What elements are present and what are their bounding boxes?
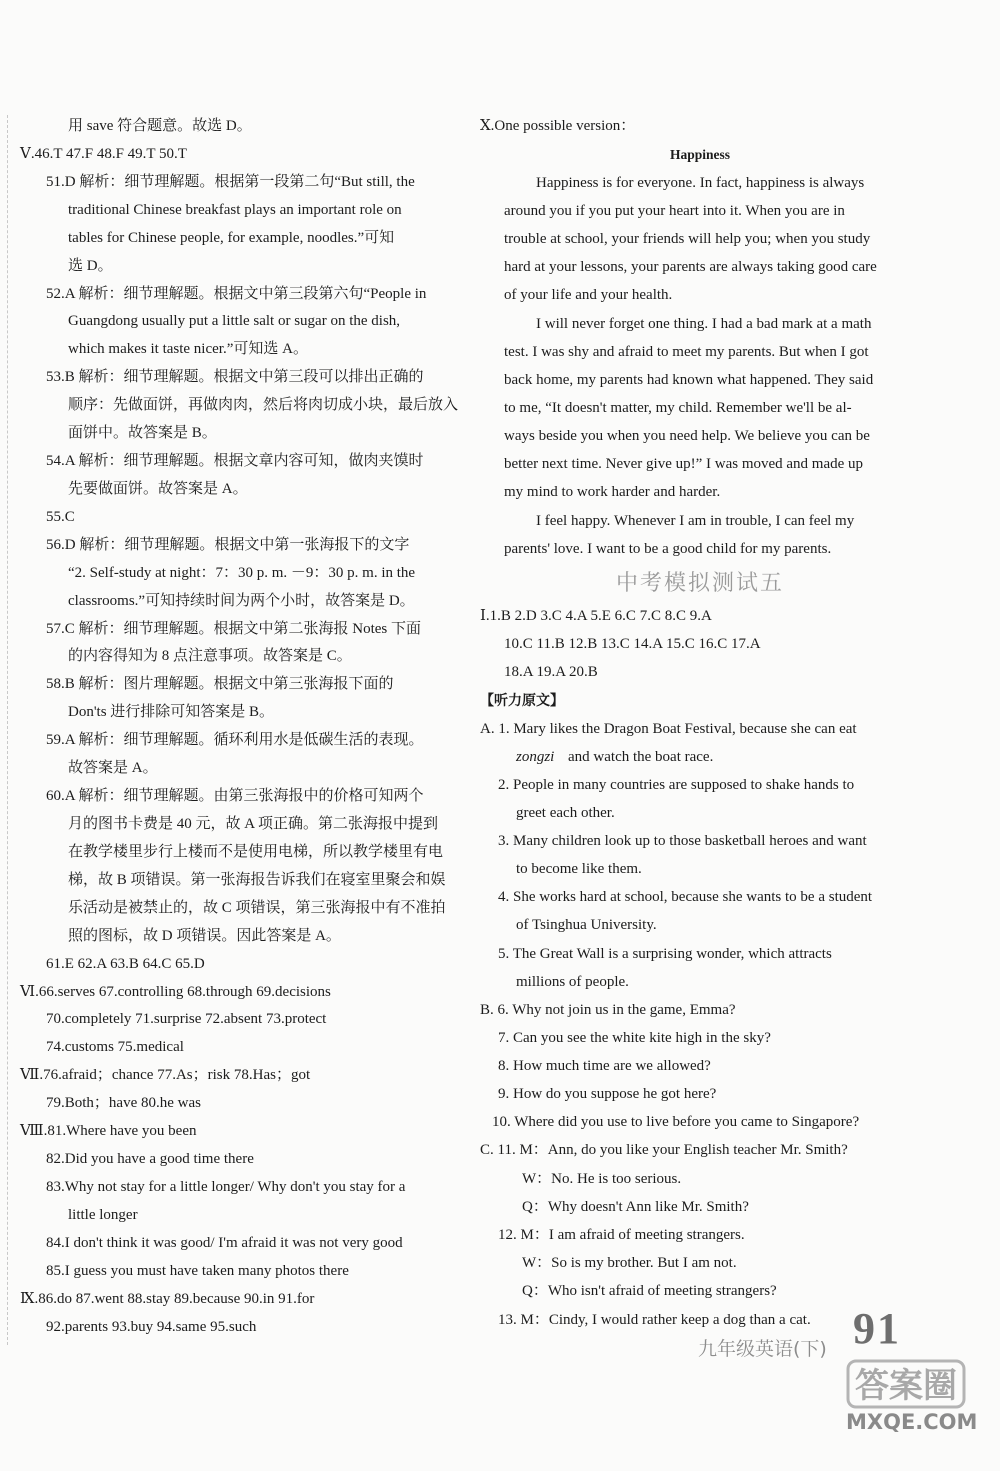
text-line: 18.A 19.A 20.B [504, 664, 598, 680]
text-line: my mind to work harder and harder. [504, 484, 721, 500]
answer-line: 52.A 解析：细节理解题。根据文中第三段第六句“People in [46, 285, 427, 302]
watermark-text: MXQE.COM [846, 1410, 978, 1434]
answer-line: tables for Chinese people, for example, noodles.”可知 [68, 229, 395, 246]
text-line: 7. Can you see the white kite high in the sky? [498, 1030, 771, 1046]
answer-line: Don'ts 进行排除可知答案是 B。 [68, 704, 275, 721]
text-line: to me, “It doesn't matter, my child. Remember we'll be al- [504, 400, 852, 416]
text-line: 10. Where did you use to live before you came to Singapore? [492, 1114, 860, 1130]
answer-line: Ⅷ.81.Where have you been [20, 1123, 197, 1140]
essay-title: Happiness [669, 147, 731, 162]
text-line: 3. Many children look up to those basketball heroes and want [498, 833, 867, 849]
text-line: of your life and your health. [504, 287, 673, 303]
text-line: parents' love. I want to be a good child for my parents. [504, 541, 832, 557]
answer-line: 54.A 解析：细节理解题。根据文章内容可知，做肉夹馍时 [46, 453, 424, 470]
text-line: millions of people. [516, 974, 629, 990]
answer-line: 梯，故 B 项错误。第一张海报告诉我们在寝室里聚会和娱 [68, 871, 446, 888]
answer-line: 61.E 62.A 63.B 64.C 65.D [46, 955, 205, 972]
answer-line: Ⅶ.76.afraid；chance 77.As；risk 78.Has；got [20, 1067, 311, 1084]
text-line: C. 11. M：Ann, do you like your English teacher Mr. Smith? [480, 1142, 848, 1158]
answer-line: classrooms.”可知持续时间为两个小时，故答案是 D。 [68, 592, 415, 609]
text-line: W：So is my brother. But I am not. [522, 1255, 737, 1271]
left-margin-rule [7, 115, 8, 1345]
answer-line: 84.I don't think it was good/ I'm afraid it was not very good [46, 1234, 403, 1251]
svg-text:答案圈: 答案圈 [855, 1366, 957, 1406]
answer-line: 82.Did you have a good time there [46, 1151, 254, 1168]
answer-line: Ⅵ.66.serves 67.controlling 68.through 69.decisions [20, 983, 331, 1000]
text-line: 13. M：Cindy, I would rather keep a dog than a cat. [498, 1312, 811, 1328]
text-line: 2. People in many countries are supposed to shake hands to [498, 777, 855, 793]
text-line: and watch the boat race. [568, 749, 714, 765]
answer-line: 面饼中。故答案是 B。 [68, 425, 217, 442]
answer-line: Ⅸ.86.do 87.went 88.stay 89.because 90.in 91.for [20, 1290, 315, 1307]
answer-line: traditional Chinese breakfast plays an important role on [68, 201, 402, 218]
text-line: B. 6. Why not join us in the game, Emma? [480, 1002, 736, 1018]
text-line: A. 1. Mary likes the Dragon Boat Festival, because she can eat [480, 721, 857, 737]
answer-line: 55.C [46, 508, 75, 525]
text-line: trouble at school, your friends will help you; when you study [504, 231, 871, 247]
answer-line: 顺序：先做面饼，再做肉肉，然后将肉切成小块，最后放入 [68, 397, 459, 414]
answer-line: 在教学楼里步行上楼而不是使用电梯，所以教学楼里有电 [68, 843, 444, 860]
answer-line: 的内容得知为 8 点注意事项。故答案是 C。 [68, 648, 352, 665]
text-line: Ⅰ.1.B 2.D 3.C 4.A 5.E 6.C 7.C 8.C 9.A [480, 608, 712, 624]
answer-line: 70.completely 71.surprise 72.absent 73.protect [46, 1011, 327, 1028]
text-line: to become like them. [516, 861, 642, 877]
answer-line: 74.customs 75.medical [46, 1039, 184, 1056]
answer-line: 先要做面饼。故答案是 A。 [68, 480, 248, 497]
subject-label: 九年级英语(下) [698, 1338, 827, 1360]
text-line: test. I was shy and afraid to meet my parents. But when I got [504, 344, 869, 360]
text-line: Ⅹ.One possible version： [480, 118, 636, 134]
answer-line: “2. Self-study at night：7：30 p. m. －9：30 p. m. in the [68, 564, 416, 581]
text-line: greet each other. [516, 805, 615, 821]
listening-header: 【听力原文】 [480, 693, 564, 709]
answer-line: 92.parents 93.buy 94.same 95.such [46, 1318, 257, 1335]
answer-line: 故答案是 A。 [68, 760, 158, 777]
answer-line: 59.A 解析：细节理解题。循环利用水是低碳生活的表现。 [46, 732, 424, 749]
text-line: 5. The Great Wall is a surprising wonder, which attracts [498, 946, 832, 962]
watermark-logo-icon [846, 1355, 966, 1413]
answer-line: little longer [68, 1206, 138, 1223]
answer-line: 照的图标，故 D 项错误。因此答案是 A。 [68, 927, 341, 944]
text-line: Happiness is for everyone. In fact, happiness is always [536, 175, 865, 191]
text-line: 4. She works hard at school, because she wants to be a student [498, 889, 873, 905]
answer-line: 58.B 解析：图片理解题。根据文中第三张海报下面的 [46, 676, 394, 693]
answer-line: which makes it taste nicer.”可知选 A。 [68, 341, 308, 358]
answer-line: 83.Why not stay for a little longer/ Why don't you stay for a [46, 1178, 406, 1195]
text-line: zongzi [516, 749, 555, 765]
text-line: 12. M：I am afraid of meeting strangers. [498, 1227, 745, 1243]
answer-line: 53.B 解析：细节理解题。根据文中第三段可以排出正确的 [46, 369, 424, 386]
section-title: 中考模拟测试五 [615, 571, 784, 596]
answer-line: Guangdong usually put a little salt or sugar on the dish, [68, 313, 401, 330]
answer-line: 60.A 解析：细节理解题。由第三张海报中的价格可知两个 [46, 788, 424, 805]
text-line: back home, my parents had known what happened. They said [504, 372, 874, 388]
text-line: hard at your lessons, your parents are always taking good care [504, 259, 877, 275]
text-line: W：No. He is too serious. [522, 1171, 682, 1187]
text-line: better next time. Never give up!” I was moved and made up [504, 456, 864, 472]
text-line: ways beside you when you need help. We believe you can be [504, 428, 870, 444]
answer-line: 乐活动是被禁止的，故 C 项错误，第三张海报中有不准拍 [68, 899, 446, 916]
text-line: I feel happy. Whenever I am in trouble, I can feel my [536, 513, 855, 529]
text-line: 9. How do you suppose he got here? [498, 1086, 717, 1102]
answer-line: 用 save 符合题意。故选 D。 [68, 118, 252, 134]
answer-line: Ⅴ.46.T 47.F 48.F 49.T 50.T [20, 145, 187, 162]
text-line: around you if you put your heart into it. When you are in [504, 203, 845, 219]
answer-line: 56.D 解析：细节理解题。根据文中第一张海报下的文字 [46, 536, 410, 553]
answer-line: 选 D。 [68, 257, 113, 274]
text-line: I will never forget one thing. I had a bad mark at a math [536, 316, 872, 332]
text-line: 8. How much time are we allowed? [498, 1058, 711, 1074]
answer-line: 85.I guess you must have taken many photos there [46, 1262, 349, 1279]
page-number: 91 [853, 1304, 901, 1353]
answer-line: 79.Both；have 80.he was [46, 1095, 201, 1112]
text-line: Q：Who isn't afraid of meeting strangers? [522, 1283, 777, 1299]
answer-line: 51.D 解析：细节理解题。根据第一段第二句“But still, the [46, 173, 415, 190]
text-line: 10.C 11.B 12.B 13.C 14.A 15.C 16.C 17.A [504, 636, 761, 652]
answer-line: 57.C 解析：细节理解题。根据文中第二张海报 Notes 下面 [46, 620, 422, 637]
text-line: Q：Why doesn't Ann like Mr. Smith? [522, 1199, 749, 1215]
answer-line: 月的图书卡费是 40 元，故 A 项正确。第二张海报中提到 [68, 816, 439, 832]
text-line: of Tsinghua University. [516, 917, 657, 933]
